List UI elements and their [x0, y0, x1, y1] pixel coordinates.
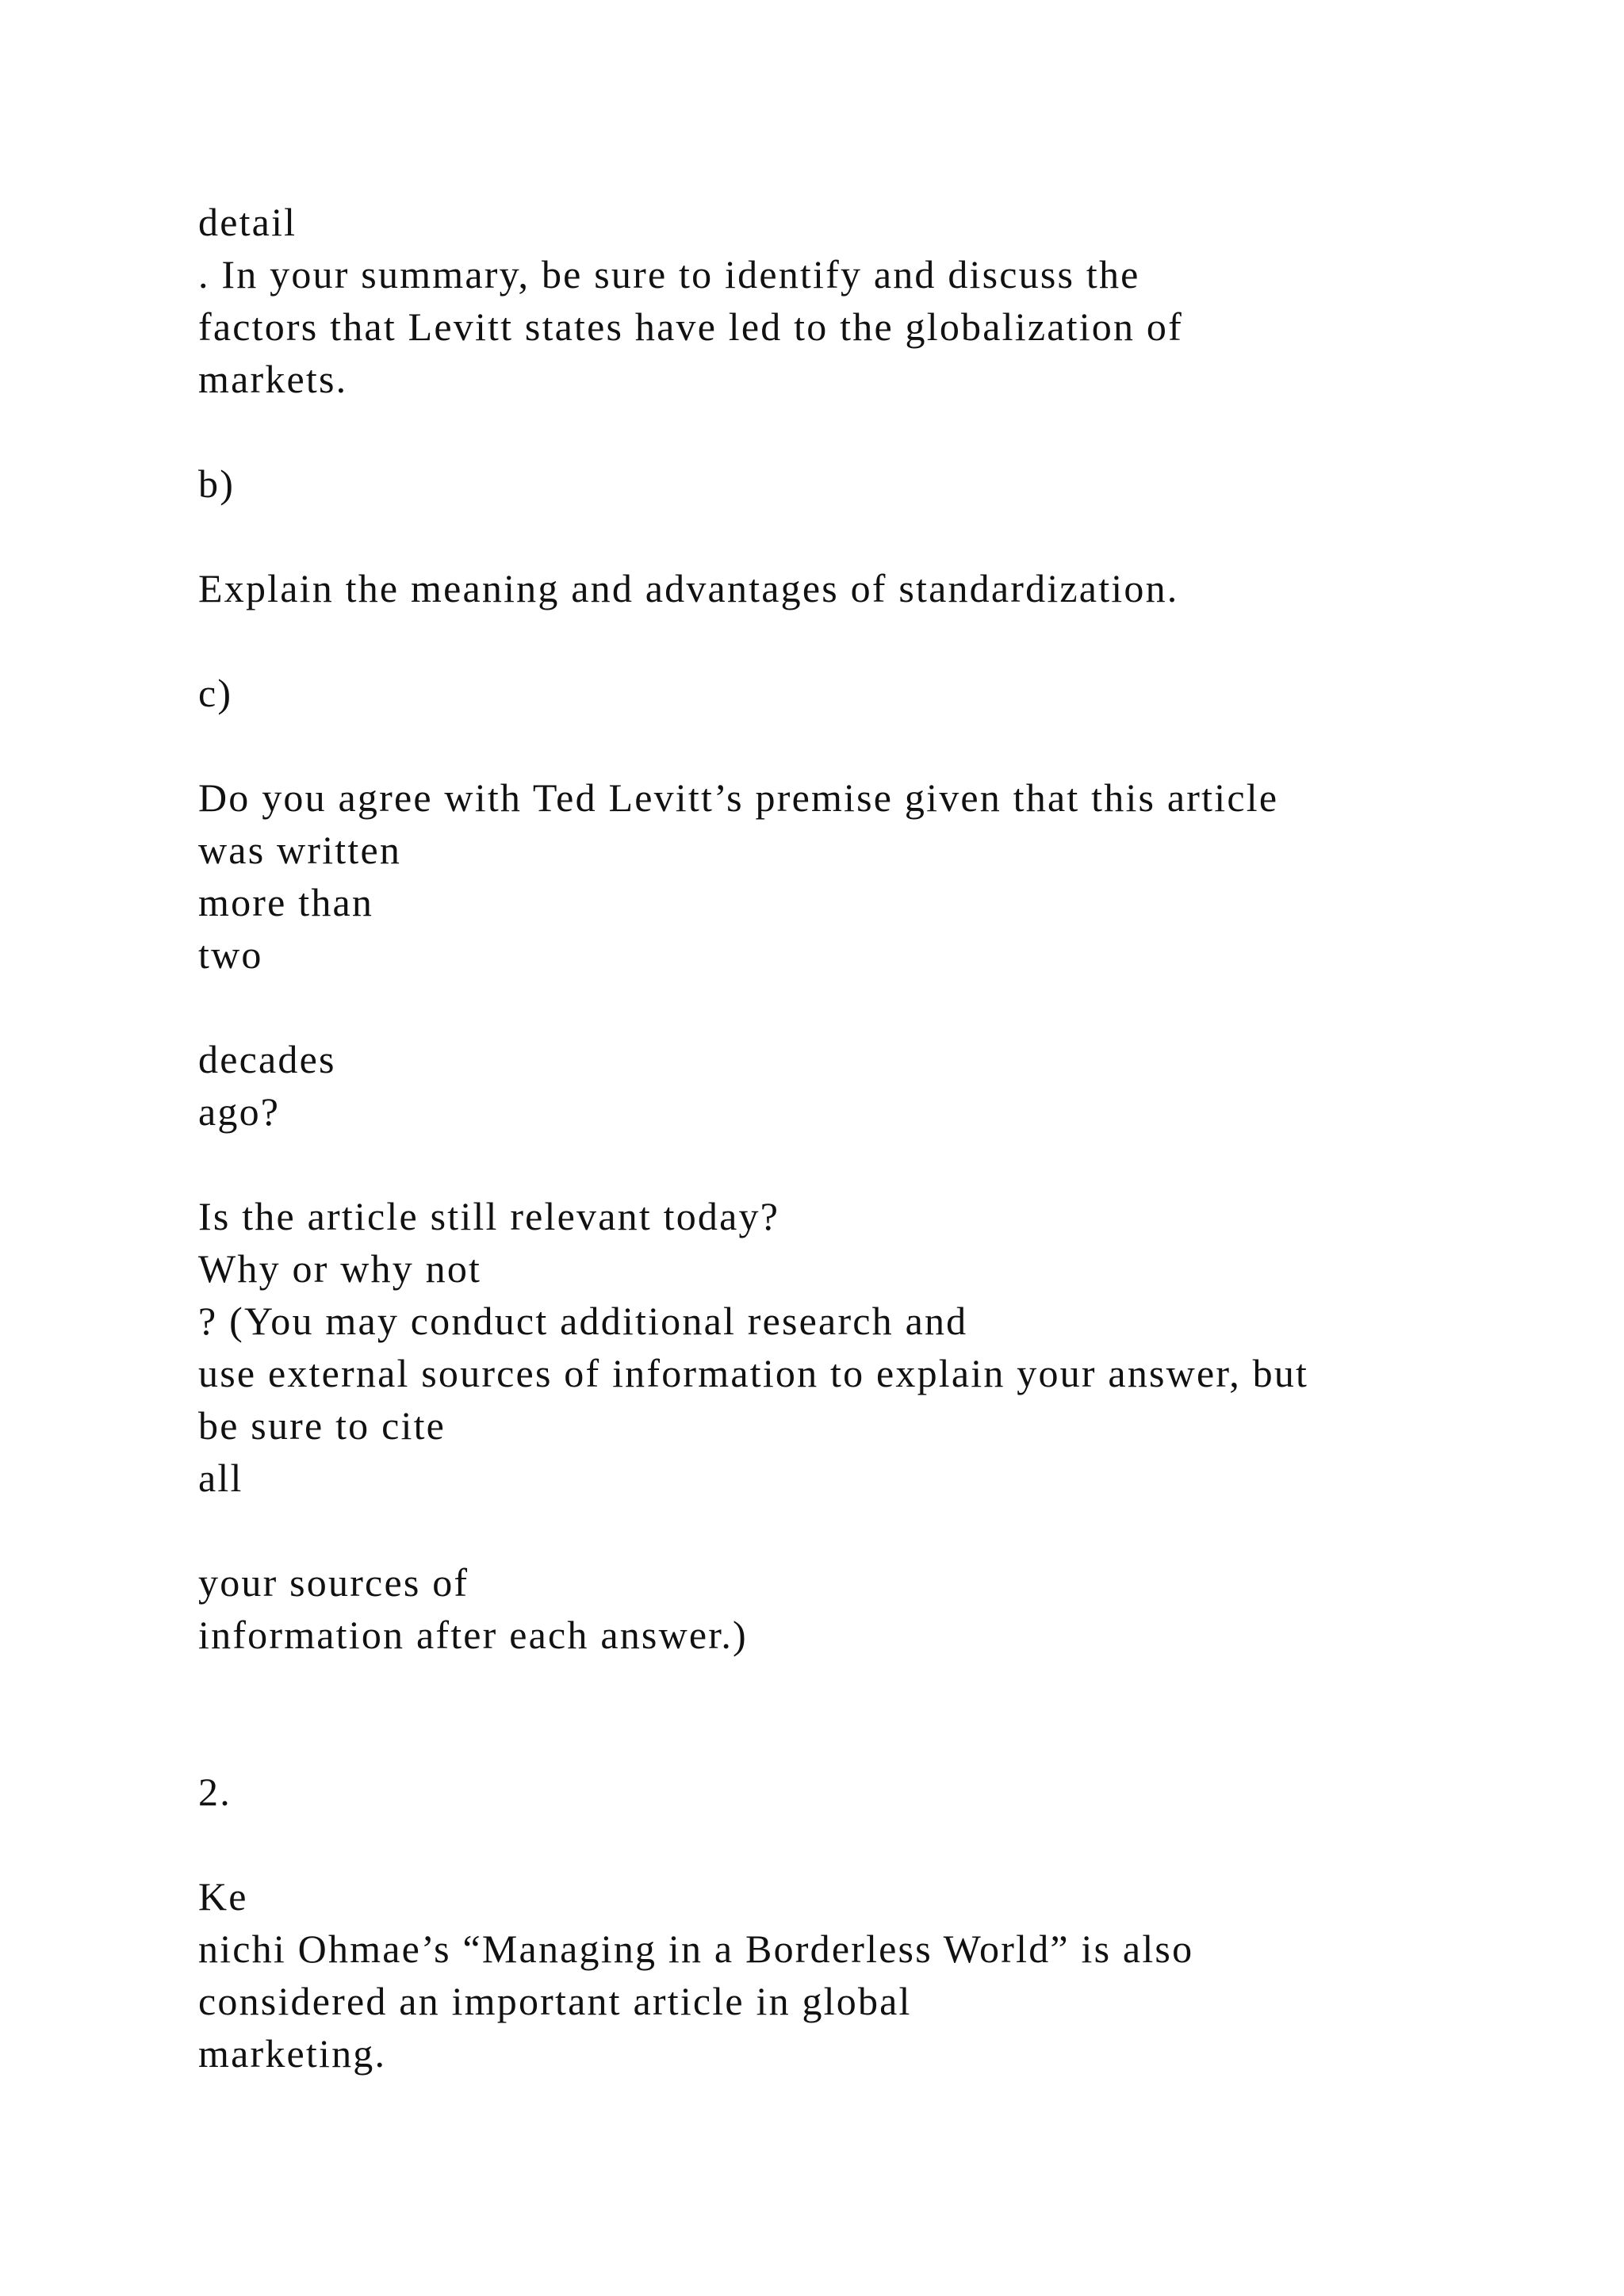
text-line: use external sources of information to explain your answer, but: [198, 1351, 1309, 1395]
text-line: b): [198, 461, 236, 506]
text-line: considered an important article in global: [198, 1979, 912, 2023]
text-line: more than: [198, 880, 374, 924]
text-line: factors that Levitt states have led to the globalization of: [198, 304, 1183, 349]
text-line: detail: [198, 200, 297, 244]
text-line: 2.: [198, 1770, 232, 1814]
text-line: be sure to cite: [198, 1403, 446, 1448]
text-line: all: [198, 1456, 243, 1500]
text-line: ? (You may conduct additional research and: [198, 1299, 968, 1343]
text-line: information after each answer.): [198, 1613, 748, 1657]
text-line: markets.: [198, 357, 348, 401]
text-line: your sources of: [198, 1560, 469, 1605]
text-line: c): [198, 671, 233, 715]
text-line: nichi Ohmae’s “Managing in a Borderless World” is also: [198, 1927, 1194, 1971]
text-line: . In your summary, be sure to identify and discuss the: [198, 252, 1140, 297]
text-line: decades: [198, 1037, 336, 1081]
text-line: was written: [198, 828, 402, 872]
text-line: Do you agree with Ted Levitt’s premise given that this article: [198, 775, 1279, 820]
text-line: ago?: [198, 1089, 281, 1134]
text-line: Explain the meaning and advantages of standardization.: [198, 566, 1179, 610]
text-line: Ke: [198, 1874, 248, 1919]
text-line: two: [198, 932, 263, 977]
text-line: Why or why not: [198, 1246, 482, 1291]
text-line: marketing.: [198, 2031, 387, 2076]
text-line: Is the article still relevant today?: [198, 1194, 780, 1238]
